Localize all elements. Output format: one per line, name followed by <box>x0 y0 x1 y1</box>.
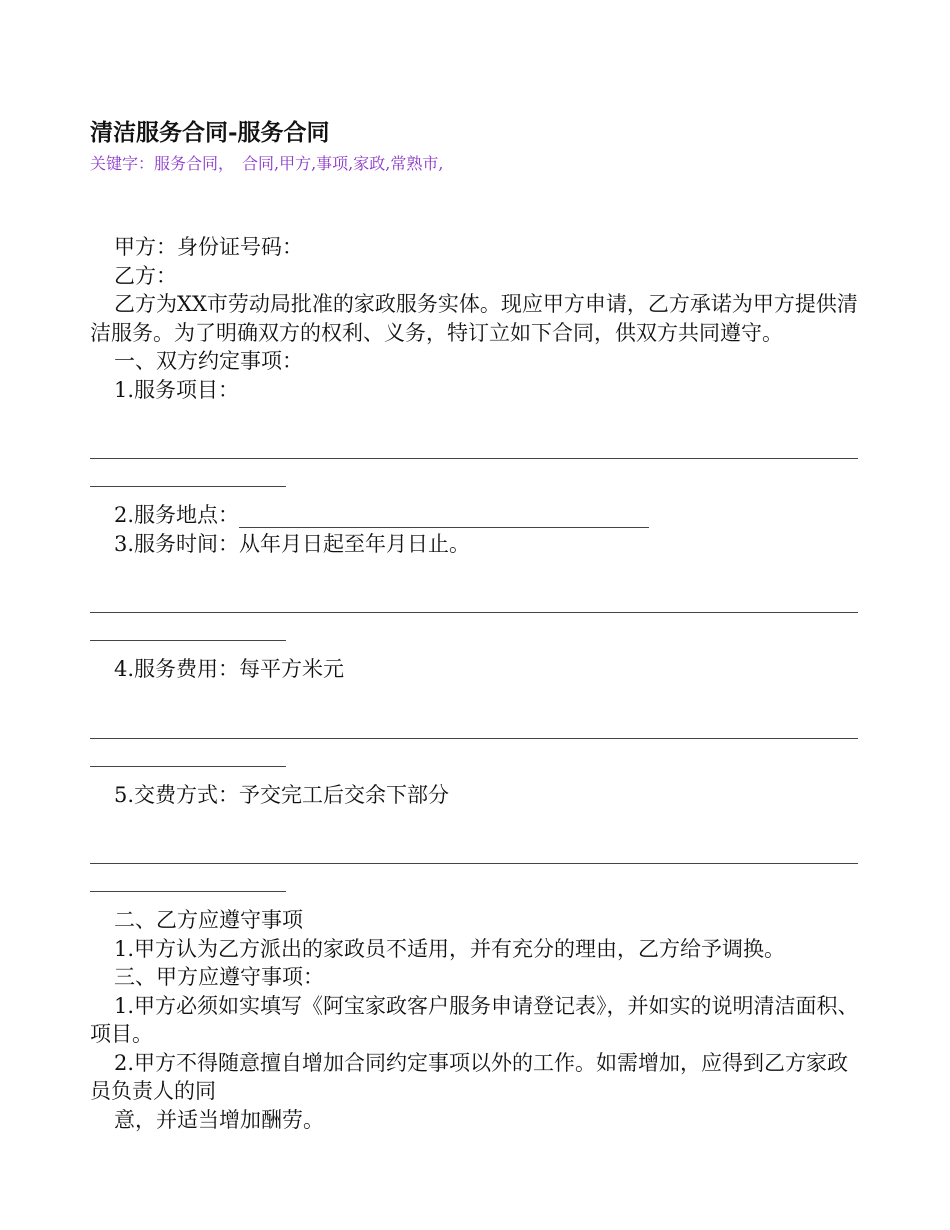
section-heading-1: 一、双方约定事项： <box>114 349 303 373</box>
intro-paragraph: 乙方为XX市劳动局批准的家政服务实体。现应甲方申请，乙方承诺为甲方提供清洁服务。为了明确双方的权利、义务，特订立如下合同，供双方共同遵守。 <box>90 292 858 345</box>
blank-line <box>90 458 858 459</box>
document-title: 清洁服务合同-服务合同 <box>90 119 330 146</box>
item-service-location <box>90 501 860 530</box>
blank-line <box>90 486 286 487</box>
item-label: 2.服务地点： <box>114 503 240 527</box>
party-a-line: 甲方：身份证号码： <box>114 235 303 259</box>
item-payment-method: 5.交费方式：予交完工后交余下部分 <box>114 782 450 807</box>
item-service-time: 3.服务时间：从年月日起至年月日止。 <box>114 531 471 556</box>
section-2-item-1: 1.甲方认为乙方派出的家政员不适用，并有充分的理由，乙方给予调换。 <box>114 936 786 961</box>
blank-line <box>239 527 649 528</box>
section-3-item-2: 2.甲方不得随意擅自增加合同约定事项以外的工作。如需增加，应得到乙方家政员负责人的同 <box>90 1050 849 1103</box>
item-service-fee: 4.服务费用：每平方米元 <box>114 657 345 681</box>
blank-line <box>90 612 858 613</box>
section-3-item-2-continued: 意，并适当增加酬劳。 <box>114 1107 324 1132</box>
item-service-content: 1.服务项目： <box>114 377 240 402</box>
blank-line <box>90 891 286 892</box>
party-b-line: 乙方： <box>114 263 177 288</box>
section-heading-3: 三、甲方应遵守事项： <box>114 965 324 989</box>
keywords-line: 关键字：服务合同， 合同,甲方,事项,家政,常熟市, <box>90 154 444 173</box>
document-body <box>90 233 860 1134</box>
fill-in-blank <box>90 404 860 501</box>
blank-line <box>90 863 858 864</box>
blank-line <box>90 738 858 739</box>
fill-in-blank <box>90 684 860 781</box>
blank-line <box>90 766 286 767</box>
section-3-item-1: 1.甲方必须如实填写《阿宝家政客户服务申请登记表》，并如实的说明清洁面积、项目。 <box>90 993 859 1046</box>
section-heading-2: 二、乙方应遵守事项 <box>114 908 303 932</box>
fill-in-blank <box>90 558 860 655</box>
blank-line <box>90 640 286 641</box>
fill-in-blank <box>90 809 860 906</box>
